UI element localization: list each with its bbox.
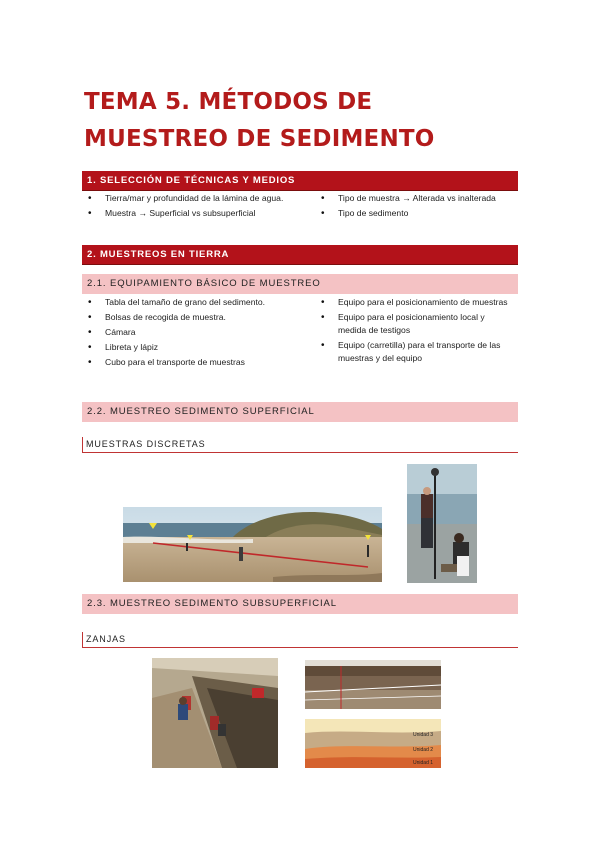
units-diagram [305, 719, 441, 768]
unit-1-label: Unidad 1 [413, 760, 434, 766]
section-2-1-heading: 2.1. EQUIPAMIENTO BÁSICO DE MUESTREO [82, 274, 518, 294]
section-1-heading: 1. SELECCIÓN DE TÉCNICAS Y MEDIOS [82, 171, 518, 191]
list-item: • Cubo para el transporte de muestras [86, 356, 306, 369]
list-item: • Muestra → Superficial vs subsuperficial [86, 207, 286, 220]
person-sampling-photo [407, 464, 477, 583]
list-item: • Tierra/mar y profundidad de la lámina de agua. [86, 192, 286, 205]
section-2-2-heading: 2.2. MUESTREO SEDIMENTO SUPERFICIAL [82, 402, 518, 422]
list-item: • Equipo para el posicionamiento de muestras [319, 296, 509, 309]
stratigraphy-photo [305, 660, 441, 709]
subsection-zanjas: ZANJAS [82, 632, 518, 648]
section-1-right-list [319, 192, 519, 222]
list-item: • Equipo para el posicionamiento local y medida de testigos [319, 311, 509, 337]
list-item: • Tipo de muestra → Alterada vs inalterada [319, 192, 519, 205]
person-photo-graphic [407, 464, 477, 583]
beach-sampling-photo [123, 507, 382, 582]
list-item: • Cámara [86, 326, 306, 339]
section-2-1-right-list [319, 296, 509, 367]
unit-2-label: Unidad 2 [413, 747, 434, 753]
trench-photo [152, 658, 278, 768]
stratigraphy-photo-graphic [305, 660, 441, 709]
trench-photo-graphic [152, 658, 278, 768]
page-title: TEMA 5. MÉTODOS DE MUESTREO DE SEDIMENTO [84, 89, 435, 152]
unit-3-label: Unidad 3 [413, 732, 434, 738]
list-item: • Bolsas de recogida de muestra. [86, 311, 306, 324]
list-item: • Tipo de sedimento [319, 207, 519, 220]
list-item: • Libreta y lápiz [86, 341, 306, 354]
list-item: • Equipo (carretilla) para el transporte de las muestras y del equipo [319, 339, 509, 365]
beach-photo-graphic [123, 507, 382, 582]
section-2-3-heading: 2.3. MUESTREO SEDIMENTO SUBSUPERFICIAL [82, 594, 518, 614]
list-item: • Tabla del tamaño de grano del sedimento. [86, 296, 306, 309]
section-2-heading: 2. MUESTREOS EN TIERRA [82, 245, 518, 265]
subsection-muestras-discretas: MUESTRAS DISCRETAS [82, 437, 518, 453]
section-1-left-list [86, 192, 286, 222]
section-2-1-left-list [86, 296, 306, 371]
